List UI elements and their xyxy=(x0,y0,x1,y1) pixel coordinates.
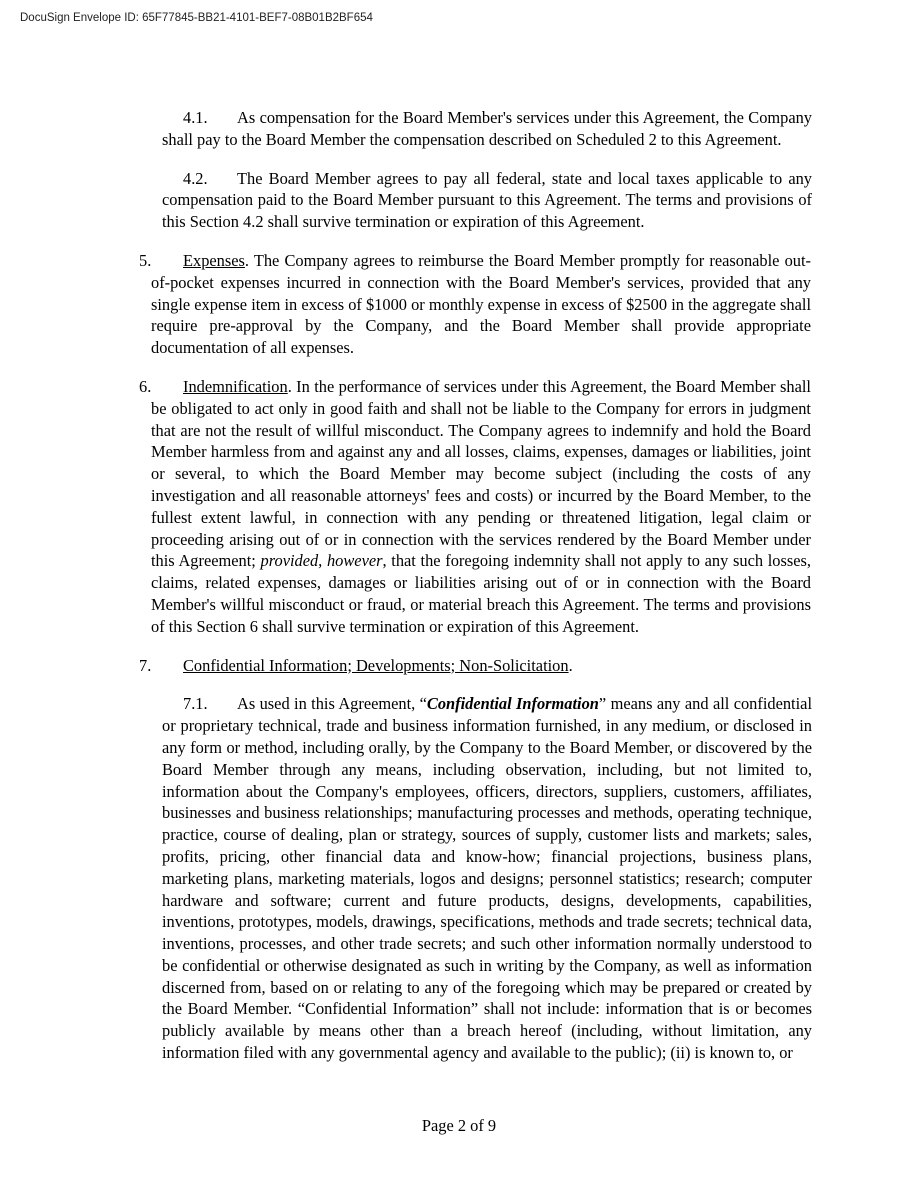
section-5-expenses xyxy=(139,250,811,359)
paragraph-number: 4.1. xyxy=(183,108,208,127)
paragraph-text: The Board Member agrees to pay all federal, state and local taxes applicable to any compensation paid to the Board Member pursuant to this Agreement. The terms and provisions of this Section 4.2 shall survive termination or expiration of this Agreement. xyxy=(162,168,812,232)
section-text-continued: , that the foregoing indemnity shall not apply to any such losses, claims, related expenses, damages or liabilities arising out of or in connection with the Board Member's willful misconduct or fraud, or material breach this Agreement. The terms and provisions of this Section 6 shall survive termination or expiration of this Agreement. xyxy=(151,551,811,636)
section-6-indemnification xyxy=(139,376,811,638)
section-heading: Indemnification xyxy=(183,376,288,396)
defined-term: Confidential Information xyxy=(426,694,599,714)
section-number: 5. xyxy=(139,250,152,270)
document-body xyxy=(0,107,918,1064)
paragraph-text-continued: ” means any and all confidential or proprietary technical, trade and business information furnished, in any medium, or disclosed in any form or method, including orally, by the Company to the Board Member, or discovered by the Board Member through any means, including observation, including, but not limited to, information about the Company's employees, officers, directors, suppliers, customers, affiliates, businesses and business relationships; manufacturing processes and methods, operating technique, practice, course of dealing, plan or strategy, sources of supply, customer lists and markets; sales, profits, pricing, other financial data and know-how; financial projections, business plans, marketing plans, marketing materials, logos and designs; personnel statistics; research; computer hardware and software; current and future products, designs, developments, capabilities, inventions, prototypes, models, drawings, specifications, methods and trade secrets; technical data, inventions, processes, and other trade secrets; and such other information normally understood to be confidential or otherwise designated as such in writing by the Company, as well as information discerned from, based on or relating to any of the foregoing which may be prepared or created by the Board Member. “Confidential Information” shall not include: information that is or becomes publicly available by means other than a breach hereof (including, without limitation, any information filed with any governmental agency and available to the public); (ii) is known to, or xyxy=(162,694,812,1063)
paragraph-4-1 xyxy=(162,107,812,151)
section-7-heading xyxy=(139,655,811,677)
envelope-id: DocuSign Envelope ID: 65F77845-BB21-4101-BEF7-08B01B2BF654 xyxy=(20,12,373,24)
paragraph-4-2 xyxy=(162,168,812,233)
section-number: 7. xyxy=(139,655,152,675)
section-text: . The Company agrees to reimburse the Board Member promptly for reasonable out-of-pocket expenses incurred in connection with the Board Member's services, provided that any single expense item in excess of $1000 or monthly expense in excess of $2500 in the aggregate shall require pre-approval by the Company, and the Board Member shall provide appropriate documentation of all expenses. xyxy=(151,250,811,358)
section-text: . In the performance of services under this Agreement, the Board Member shall be obligated to act only in good faith and shall not be liable to the Company for errors in judgment that are not the result of willful misconduct. The Company agrees to indemnify and hold the Board Member harmless from and against any and all losses, claims, expenses, damages or liabilities, joint or several, to which the Board Member may become subject (including the costs of any investigation and all reasonable attorneys' fees and costs) or incurred by the Board Member, to the fullest extent lawful, in connection with any pending or threatened litigation, legal claim or proceeding arising out of or in connection with the services rendered by the Board Member under this Agreement; xyxy=(151,376,811,571)
paragraph-text: As used in this Agreement, “ xyxy=(237,694,427,714)
section-italic-term: provided, however xyxy=(260,551,383,571)
paragraph-number: 7.1. xyxy=(183,694,208,714)
section-number: 6. xyxy=(139,376,152,396)
page-number: Page 2 of 9 xyxy=(421,1116,497,1135)
paragraph-text: As compensation for the Board Member's services under this Agreement, the Company shall pay to the Board Member the compensation described on Scheduled 2 to this Agreement. xyxy=(162,108,812,149)
section-heading: Confidential Information; Developments; Non-Solicitation xyxy=(183,655,569,675)
section-heading: Expenses xyxy=(183,250,245,270)
section-heading-trail: . xyxy=(568,655,573,675)
paragraph-number: 4.2. xyxy=(183,168,208,188)
paragraph-7-1 xyxy=(162,693,812,1064)
